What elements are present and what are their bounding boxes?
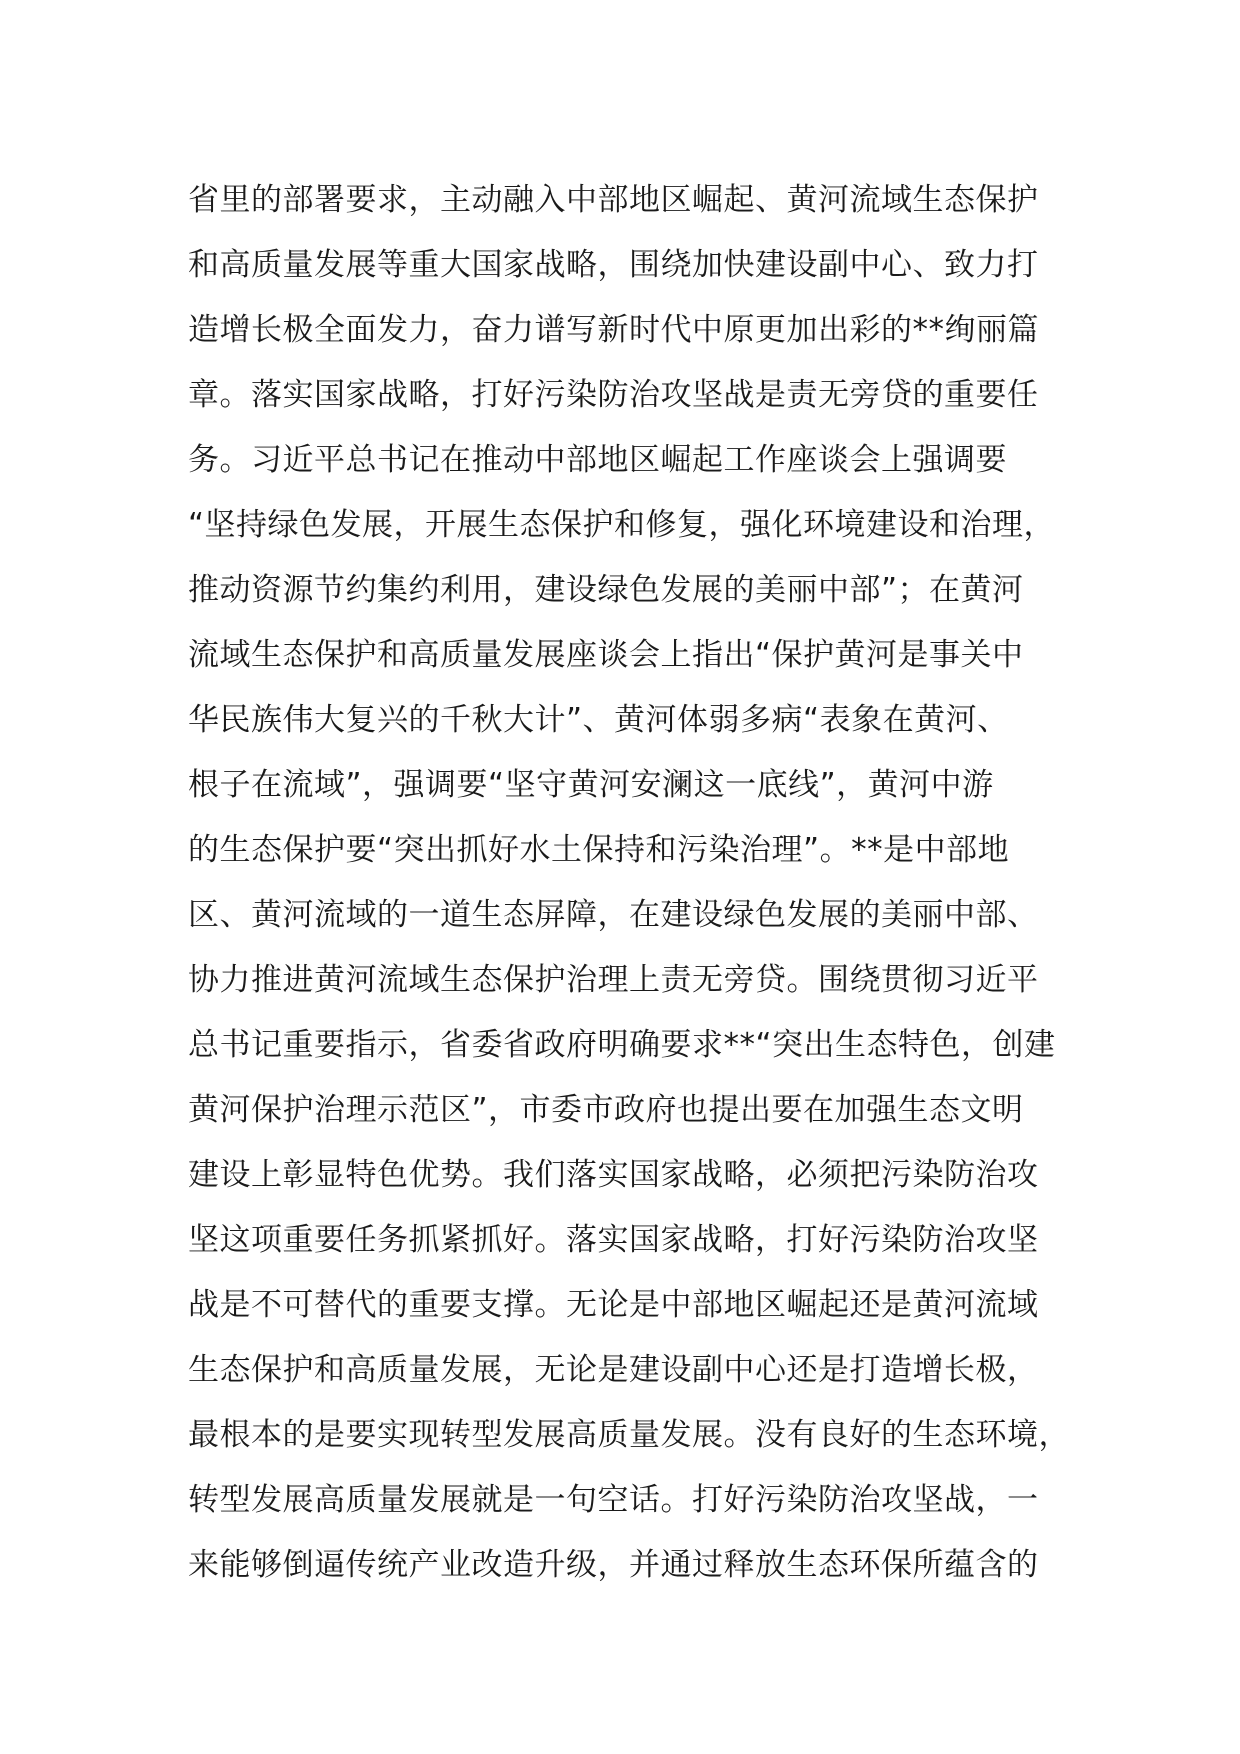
body-text — [188, 168, 1088, 1598]
text-line: 来能够倒逼传统产业改造升级，并通过释放生态环保所蕴含的 — [188, 1547, 1039, 1583]
text-line: 推动资源节约集约利用，建设绿色发展的美丽中部”；在黄河 — [188, 572, 1024, 608]
text-line: 根子在流域”，强调要“坚守黄河安澜这一底线”，黄河中游 — [188, 767, 994, 803]
text-line: 章。落实国家战略，打好污染防治攻坚战是责无旁贷的重要任 — [188, 377, 1039, 413]
text-line: 转型发展高质量发展就是一句空话。打好污染防治攻坚战，一 — [188, 1482, 1039, 1518]
text-line: 生态保护和高质量发展，无论是建设副中心还是打造增长极， — [188, 1352, 1039, 1388]
text-line: 华民族伟大复兴的千秋大计”、黄河体弱多病“表象在黄河、 — [188, 702, 1009, 738]
text-line: 造增长极全面发力，奋力谱写新时代中原更加出彩的**绚丽篇 — [188, 312, 1039, 348]
text-line: 协力推进黄河流域生态保护治理上责无旁贷。围绕贯彻习近平 — [188, 962, 1039, 998]
text-line: “坚持绿色发展，开展生态保护和修复，强化环境建设和治理， — [188, 507, 1056, 543]
text-line: 战是不可替代的重要支撑。无论是中部地区崛起还是黄河流域 — [188, 1287, 1039, 1323]
text-line: 最根本的是要实现转型发展高质量发展。没有良好的生态环境， — [188, 1417, 1070, 1453]
text-line: 黄河保护治理示范区”，市委市政府也提出要在加强生态文明 — [188, 1092, 1024, 1128]
text-line: 务。习近平总书记在推动中部地区崛起工作座谈会上强调要 — [188, 442, 1007, 478]
text-line: 省里的部署要求，主动融入中部地区崛起、黄河流域生态保护 — [188, 182, 1039, 218]
text-line: 总书记重要指示，省委省政府明确要求**“突出生态特色，创建 — [188, 1027, 1056, 1063]
text-line: 流域生态保护和高质量发展座谈会上指出“保护黄河是事关中 — [188, 637, 1024, 673]
text-line: 坚这项重要任务抓紧抓好。落实国家战略，打好污染防治攻坚 — [188, 1222, 1039, 1258]
text-line: 建设上彰显特色优势。我们落实国家战略，必须把污染防治攻 — [188, 1157, 1039, 1193]
text-line: 区、黄河流域的一道生态屏障，在建设绿色发展的美丽中部、 — [188, 897, 1039, 933]
text-line: 的生态保护要“突出抓好水土保持和污染治理”。**是中部地 — [188, 832, 1010, 868]
text-line: 和高质量发展等重大国家战略，围绕加快建设副中心、致力打 — [188, 247, 1039, 283]
